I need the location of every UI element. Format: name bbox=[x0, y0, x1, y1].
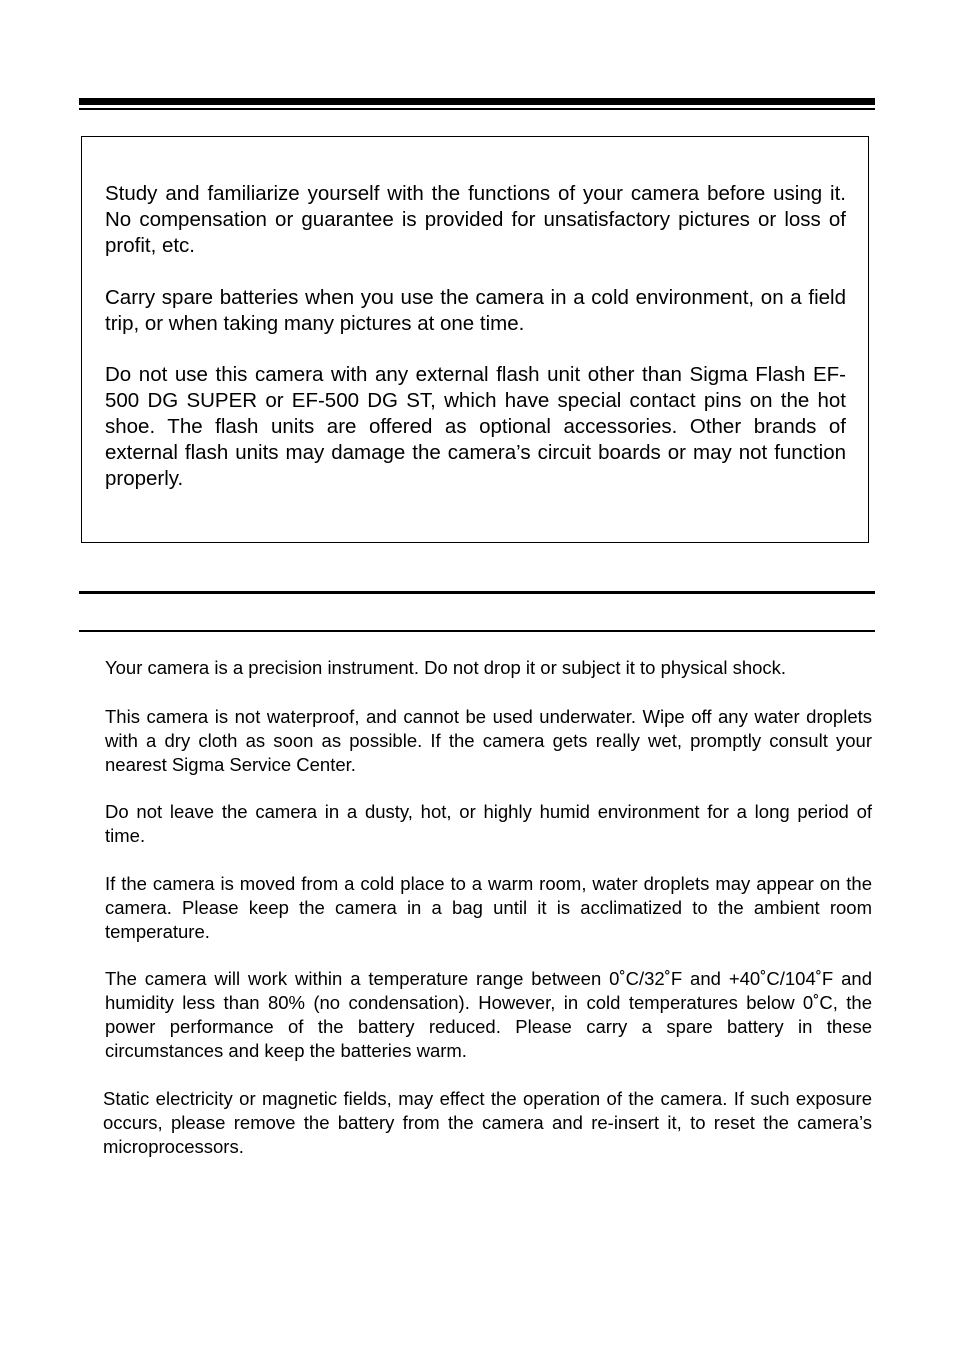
handling-condensation-paragraph: If the camera is moved from a cold place to a warm room, water droplets may appear on the camera. Please keep the camera in a bag until it is acclimatized to the ambient room temperature. bbox=[105, 873, 872, 942]
handling-waterproof-paragraph: This camera is not waterproof, and cannot be used underwater. Wipe off any water droplets with a dry cloth as soon as possible. If the camera gets really wet, promptly consult your nearest Sigma Service Center. bbox=[105, 706, 872, 775]
section-heading-bottom-rule bbox=[79, 630, 875, 632]
handling-static-paragraph: Static electricity or magnetic fields, may effect the operation of the camera. If such exposure occurs, please remove the battery from the camera and re-insert it, to reset the camera’s microprocessors. bbox=[103, 1088, 872, 1157]
handling-temperature-paragraph: The camera will work within a temperature range between 0˚C/32˚F and +40˚C/104˚F and humidity less than 80% (no condensation). However, in cold temperatures below 0˚C, the power performance of the battery reduced. Please carry a spare battery in these circumstances and keep the batteries warm. bbox=[105, 968, 872, 1061]
top-thick-rule bbox=[79, 98, 875, 105]
handling-environment-paragraph: Do not leave the camera in a dusty, hot, or highly humid environment for a long period of time. bbox=[105, 801, 872, 846]
precaution-spare-batteries-paragraph: Carry spare batteries when you use the camera in a cold environment, on a field trip, or when taking many pictures at one time. bbox=[105, 286, 846, 335]
precaution-familiarize-paragraph: Study and familiarize yourself with the functions of your camera before using it. No compensation or guarantee is provided for unsatisfactory pictures or loss of profit, etc. bbox=[105, 182, 846, 257]
section-heading-top-rule bbox=[79, 591, 875, 594]
precaution-external-flash-paragraph: Do not use this camera with any external flash unit other than Sigma Flash EF-500 DG SUPER or EF-500 DG ST, which have special contact pins on the hot shoe. The flash units are offered as optional accessories. Other brands of external flash units may damage the camera’s circuit boards or may not function properly. bbox=[105, 363, 846, 490]
handling-shock-paragraph: Your camera is a precision instrument. Do not drop it or subject it to physical shock. bbox=[105, 657, 787, 678]
top-thin-rule bbox=[79, 108, 875, 110]
